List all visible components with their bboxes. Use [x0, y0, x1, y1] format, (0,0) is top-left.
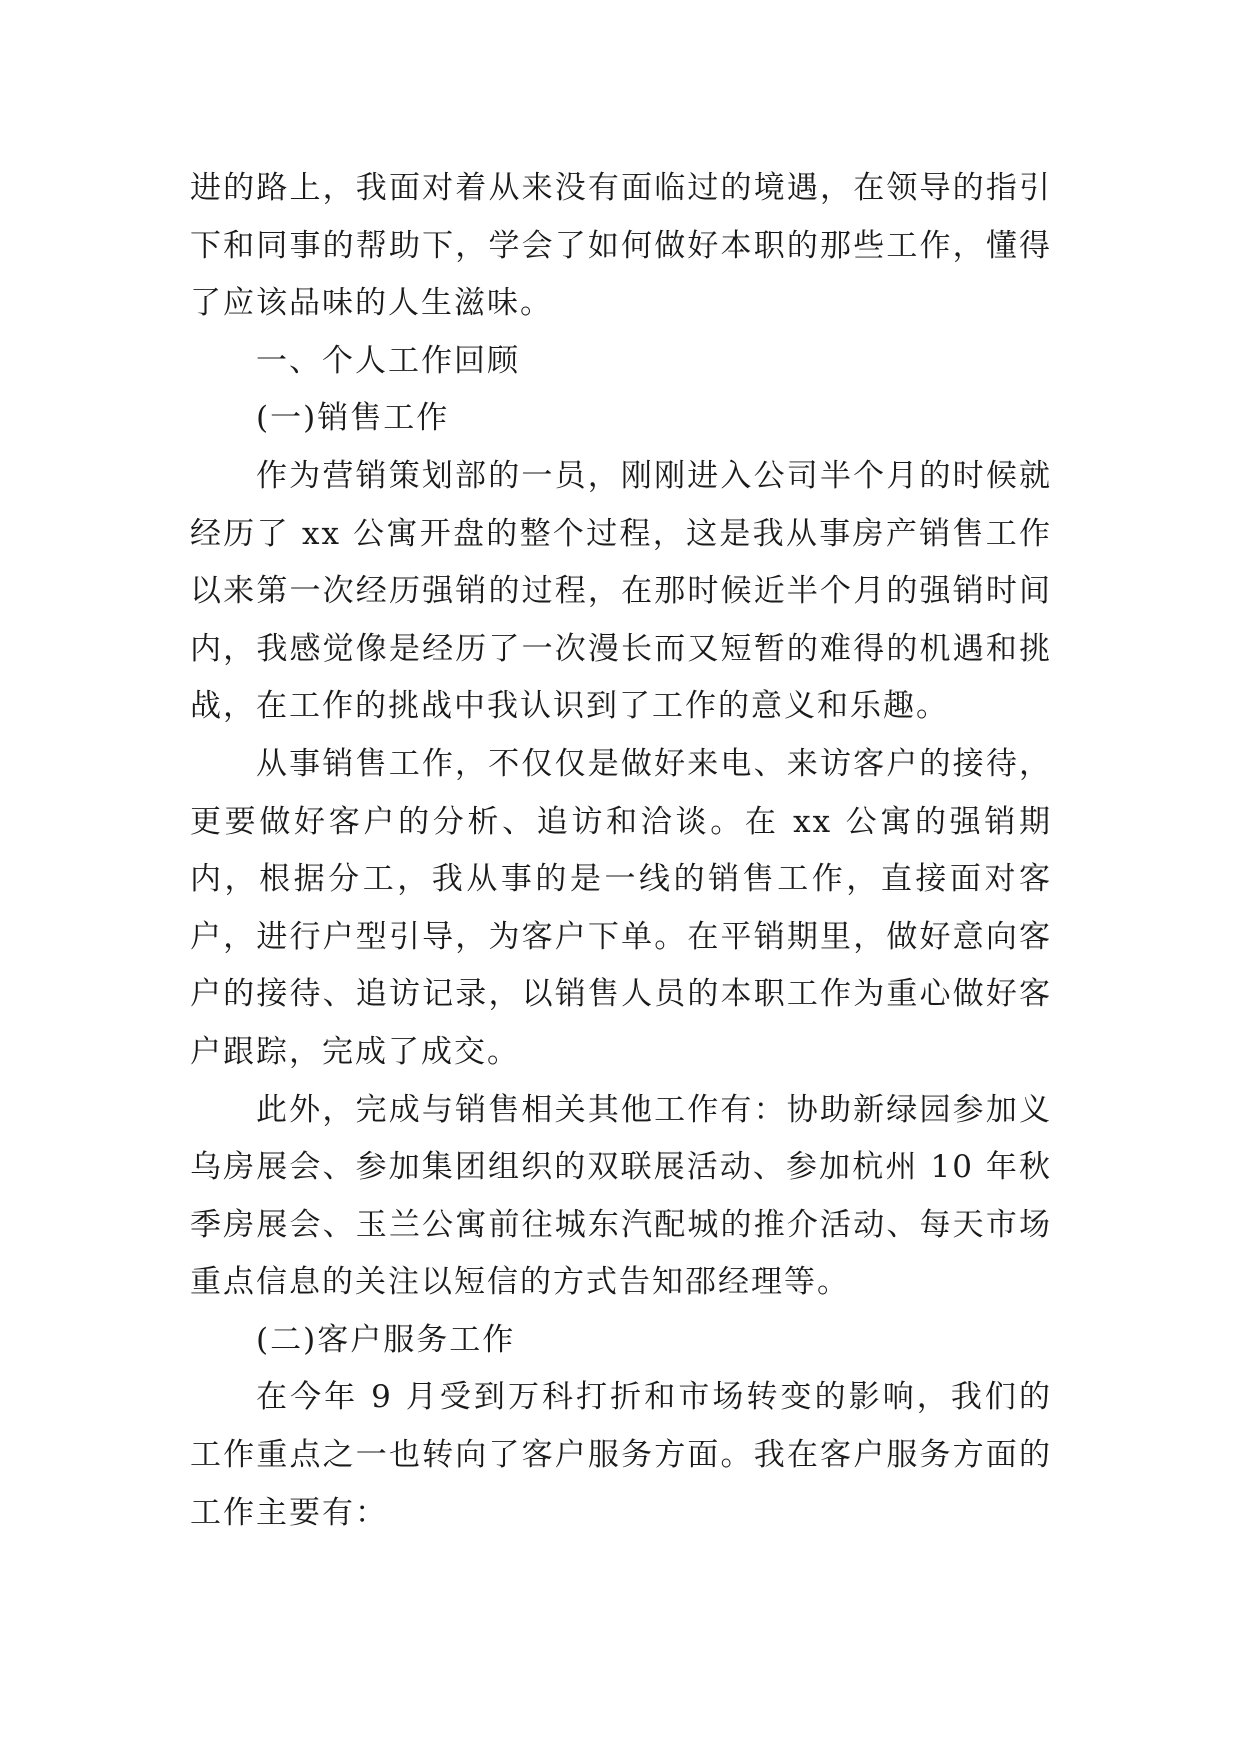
document-body — [190, 160, 1052, 1542]
paragraph-other-work: 此外，完成与销售相关其他工作有：协助新绿园参加义乌房展会、参加集团组织的双联展活动、参加杭州 10 年秋季房展会、玉兰公寓前往城东汽配城的推介活动、每天市场重点信息的关注以短信的方式告知邵经理等。 — [190, 1091, 1052, 1301]
subsection-heading-sales: (一)销售工作 — [256, 400, 450, 437]
section-heading-personal-review: 一、个人工作回顾 — [256, 342, 520, 379]
paragraph-sales-experience: 作为营销策划部的一员，刚刚进入公司半个月的时候就经历了 xx 公寓开盘的整个过程，这是我从事房产销售工作以来第一次经历强销的过程，在那时候近半个月的强销时间内，我感觉像是经历了一次漫长而又短暂的难得的机遇和挑战，在工作的挑战中我认识到了工作的意义和乐趣。 — [190, 457, 1052, 725]
paragraph-sales-duties: 从事销售工作，不仅仅是做好来电、来访客户的接待，更要做好客户的分析、追访和洽谈。在 xx 公寓的强销期内，根据分工，我从事的是一线的销售工作，直接面对客户，进行户型引导，为客户下单。在平销期里，做好意向客户的接待、追访记录，以销售人员的本职工作为重心做好客户跟踪，完成了成交。 — [190, 745, 1052, 1070]
paragraph-continuation: 进的路上，我面对着从来没有面临过的境遇，在领导的指引下和同事的帮助下，学会了如何做好本职的那些工作，懂得了应该品味的人生滋味。 — [190, 170, 1052, 322]
subsection-heading-customer-service: (二)客户服务工作 — [256, 1321, 516, 1358]
paragraph-customer-service: 在今年 9 月受到万科打折和市场转变的影响，我们的工作重点之一也转向了客户服务方面。我在客户服务方面的工作主要有： — [190, 1379, 1052, 1531]
